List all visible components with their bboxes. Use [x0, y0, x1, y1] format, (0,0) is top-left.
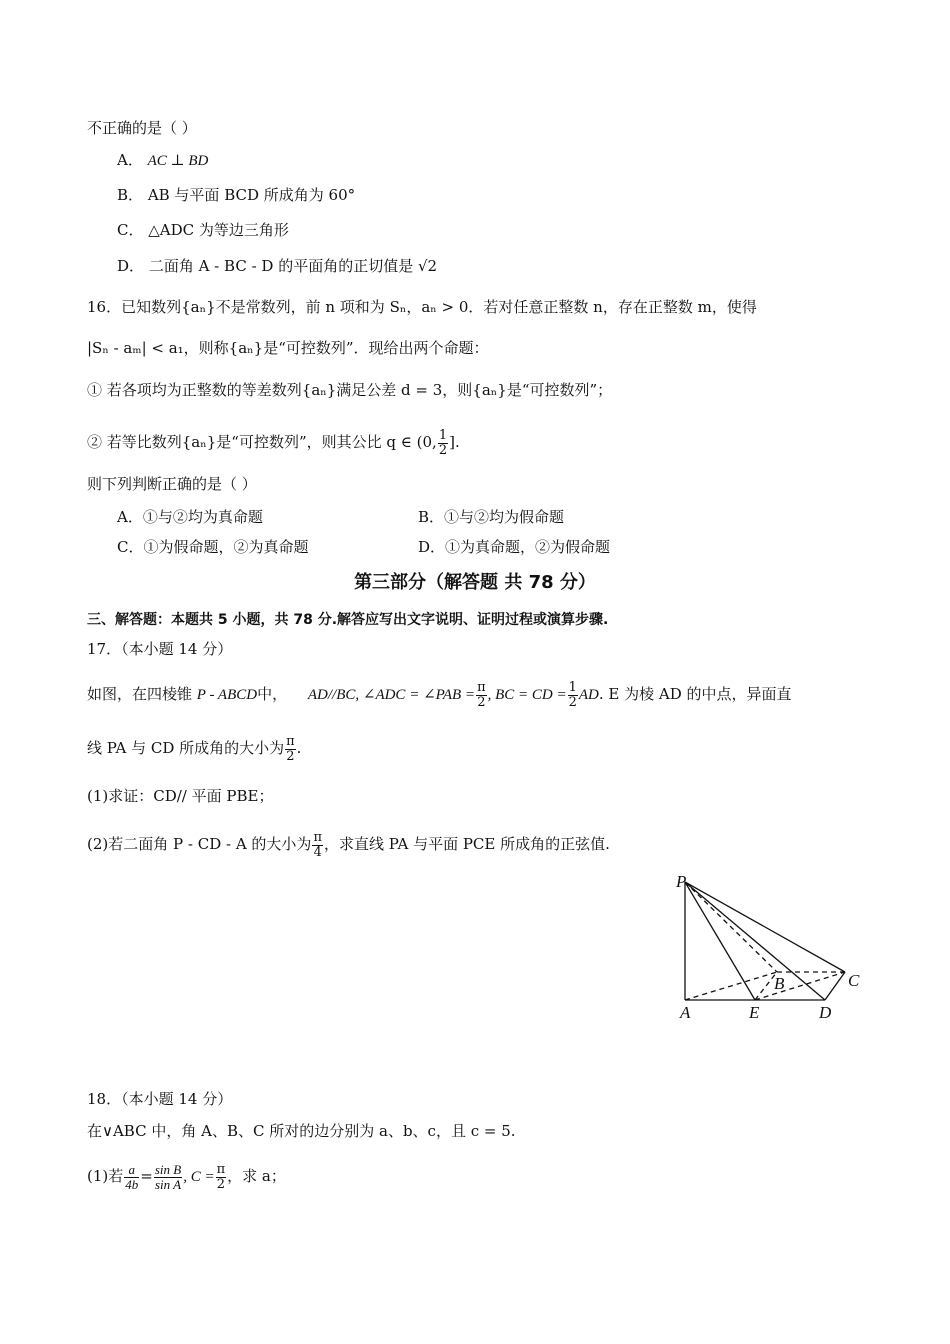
q16-option-c — [117, 537, 309, 557]
fraction-pi-over-4 — [312, 831, 323, 860]
condition-text: AD//BC, ∠ADC = ∠PAB = — [307, 687, 476, 703]
q16-prop1: ① 若各项均为正整数的等差数列{aₙ}满足公差 d = 3，则{aₙ}是“可控数列”； — [87, 381, 613, 399]
option-text: ①与②均为假命题 — [444, 508, 565, 526]
option-label: B． — [117, 186, 144, 204]
option-label: D． — [117, 257, 145, 275]
option-text: ①为假命题，②为真命题 — [143, 538, 309, 556]
option-text: ①为真命题，②为假命题 — [445, 538, 611, 556]
numerator: π — [216, 1161, 226, 1177]
fraction-a-over-4b — [124, 1163, 139, 1192]
q17-header: 17．（本小题 14 分） — [87, 640, 233, 658]
denominator: 2 — [568, 694, 577, 710]
numerator: 1 — [568, 679, 577, 695]
q15-tail: 不正确的是（ ） — [87, 119, 197, 137]
option-label: C． — [117, 538, 144, 556]
fraction-pi-over-2 — [285, 735, 296, 764]
q18-header: 18．（本小题 14 分） — [87, 1090, 233, 1108]
option-label: C． — [117, 221, 144, 239]
part3-heading: 第三部分（解答题 共 78 分） — [354, 572, 596, 593]
numerator: π — [477, 679, 486, 695]
fraction-pi-over-2 — [476, 681, 487, 710]
label-a: A — [680, 1003, 691, 1022]
condition-text: , BC = CD = — [487, 687, 567, 703]
q16-line1: 16．已知数列{aₙ}不是常数列，前 n 项和为 Sₙ，aₙ > 0．若对任意正整数 n，存在正整数 m，使得 — [87, 298, 757, 316]
equals-sign: = — [140, 1167, 153, 1185]
fraction-one-half — [568, 681, 578, 710]
numerator: 1 — [438, 427, 448, 443]
q17-part1: (1)求证：CD// 平面 PBE； — [87, 787, 274, 805]
q16-option-b — [418, 507, 564, 527]
q16-option-d — [418, 537, 610, 557]
q16-line2: |Sₙ - aₘ| < a₁，则称{aₙ}是“可控数列”．现给出两个命题： — [87, 339, 489, 357]
q17-part2 — [87, 826, 610, 862]
intro-text: 中， — [257, 685, 288, 703]
pyramid-figure — [660, 868, 870, 1028]
label-e: E — [749, 1003, 760, 1022]
option-label: A． — [117, 508, 143, 526]
fraction-pi-over-2 — [216, 1163, 227, 1192]
option-text: ①与②均为真命题 — [142, 508, 263, 526]
fraction-sinb-over-sina — [154, 1163, 182, 1192]
prop2-text: ② 若等比数列{aₙ}是“可控数列”，则其公比 q ∈ (0, — [87, 433, 437, 451]
numerator: π — [286, 733, 295, 749]
edge-ec — [755, 972, 845, 1000]
q17-line2 — [87, 730, 301, 766]
label-d: D — [819, 1003, 832, 1022]
q15-option-c — [117, 220, 289, 240]
line2-text: 线 PA 与 CD 所成角的大小为 — [87, 739, 285, 757]
denominator: 2 — [286, 748, 295, 764]
option-label: B． — [418, 508, 445, 526]
pyramid-name: P - ABCD — [196, 687, 258, 703]
denominator: 2 — [216, 1176, 225, 1192]
condition-text: AD — [578, 687, 599, 703]
q16-option-a — [117, 507, 263, 527]
denominator: 2 — [438, 442, 448, 458]
denominator: 2 — [477, 694, 486, 710]
q16-ask: 则下列判断正确的是（ ） — [87, 475, 257, 493]
q15-option-a — [117, 150, 208, 171]
q16-prop2 — [87, 425, 460, 459]
numerator: sin B — [154, 1161, 182, 1177]
line2-end: . — [296, 739, 302, 757]
denominator: 4 — [313, 844, 322, 860]
option-label: D． — [418, 538, 446, 556]
q15-option-d — [117, 256, 437, 276]
part2-text: (2)若二面角 P - CD - A 的大小为 — [87, 835, 312, 853]
numerator: π — [313, 829, 322, 845]
numerator: a — [124, 1163, 139, 1178]
label-b: B — [774, 974, 785, 993]
intro-text: . E 为棱 AD 的中点，异面直 — [598, 685, 792, 703]
edge-ab — [685, 972, 777, 1000]
part3-instructions: 三、解答题：本题共 5 小题，共 78 分.解答应写出文字说明、证明过程或演算步骤. — [87, 612, 609, 628]
part2-text: ，求直线 PA 与平面 PCE 所成角的正弦值. — [323, 835, 610, 853]
option-label: A． — [117, 151, 143, 169]
q18-line1: 在∨ABC 中，角 A、B、C 所对的边分别为 a、b、c，且 c = 5. — [87, 1122, 516, 1140]
q17-intro — [87, 676, 792, 713]
label-c: C — [848, 971, 860, 990]
part1-text: , C = — [183, 1169, 215, 1185]
option-text: 二面角 A - BC - D 的平面角的正切值是 √2 — [148, 257, 438, 275]
option-text: AB 与平面 BCD 所成角为 60° — [147, 186, 356, 204]
edge-dc — [825, 972, 845, 1000]
edge-pd — [685, 882, 825, 1000]
option-text: △ADC 为等边三角形 — [148, 221, 289, 239]
intro-text: 如图，在四棱锥 — [87, 685, 193, 703]
part1-text: (1)若 — [87, 1167, 124, 1185]
q15-option-b — [117, 185, 355, 205]
part1-text: ，求 a； — [227, 1167, 286, 1185]
prop2-end: ]. — [449, 433, 460, 451]
denominator: 4b — [125, 1176, 139, 1192]
q18-part1 — [87, 1156, 286, 1197]
label-p: P — [676, 872, 687, 891]
denominator: sin A — [154, 1176, 182, 1192]
edge-pc — [685, 882, 845, 972]
fraction-one-half — [438, 429, 448, 458]
option-text: AC ⊥ BD — [147, 153, 209, 169]
